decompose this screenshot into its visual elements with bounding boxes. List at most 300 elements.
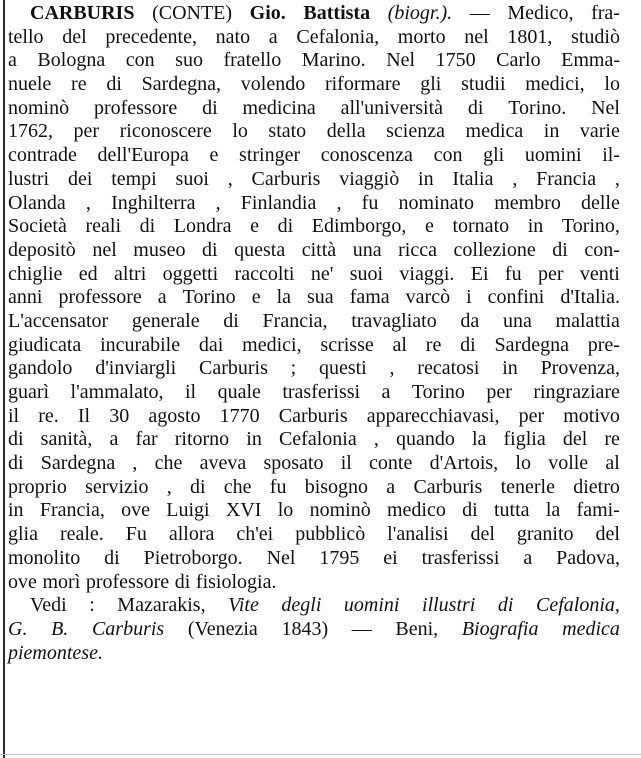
encyclopedia-entry-text (8, 2, 620, 665)
word: far (135, 428, 158, 451)
word: trasferissi (421, 546, 500, 569)
word: fu (269, 475, 287, 498)
text-line (8, 192, 620, 216)
text-line (8, 571, 620, 595)
word: viaggiò (339, 167, 400, 190)
word: questa (234, 238, 286, 261)
word: re. (38, 404, 59, 427)
word: una (352, 238, 382, 261)
word: Biografia (461, 617, 539, 640)
word: ei (383, 546, 398, 569)
word: riformare (324, 73, 401, 96)
word: che (223, 475, 252, 498)
word: scienza (386, 120, 445, 143)
word: : (89, 594, 95, 617)
word: Francia (536, 167, 597, 190)
word: Vedi (30, 594, 67, 617)
word: motivo (563, 404, 620, 427)
word: allora (168, 523, 215, 546)
word: della (326, 120, 366, 143)
word: Torino (182, 286, 236, 309)
word: la (471, 428, 487, 451)
word: fami- (576, 499, 620, 522)
text-line (8, 642, 620, 666)
text-line (8, 310, 620, 334)
word: morì (42, 570, 81, 593)
word: d'Artois, (429, 452, 499, 475)
word: e (250, 215, 259, 238)
word: professore (93, 96, 178, 119)
word: suo (175, 49, 203, 72)
word: guarì (8, 381, 50, 403)
word: Medico, (507, 2, 574, 24)
text-line (8, 334, 620, 358)
word: delle (581, 191, 620, 214)
word: studii (461, 73, 506, 96)
word: (biogr.). (387, 2, 453, 24)
word: Cefalonia, (296, 25, 380, 48)
word: di (462, 499, 478, 522)
word: lo (515, 452, 531, 475)
word: di (189, 475, 206, 498)
word: G. (8, 617, 28, 640)
text-line (8, 476, 620, 500)
word: Carburis (278, 404, 348, 427)
word: Carburis (91, 617, 165, 640)
word: pre- (587, 333, 620, 356)
text-line (8, 523, 620, 547)
word: gli (420, 73, 442, 96)
text-line (8, 26, 620, 50)
word: Inghilterra (111, 191, 196, 214)
word: gandolo (8, 357, 73, 380)
word: ringraziare (533, 381, 620, 403)
word: in (246, 428, 262, 451)
word: in (527, 215, 544, 238)
word: Finlandia (240, 191, 317, 214)
word: CARBURIS (30, 2, 135, 24)
word: il (185, 381, 197, 403)
word: Battista (303, 2, 371, 24)
word: 1750 (435, 49, 476, 72)
word: — (351, 617, 372, 640)
word: e (424, 215, 434, 238)
word: di (460, 333, 476, 356)
word: ricca (398, 238, 437, 261)
word: l'analisi (387, 523, 449, 546)
word: 1801, (507, 25, 553, 48)
word: professore (85, 570, 170, 593)
word: professore (58, 286, 142, 309)
word: ch'ei (236, 523, 274, 546)
word: a (523, 546, 533, 569)
word: questi (318, 357, 367, 380)
word: Carburis (198, 357, 268, 380)
word: membro (494, 191, 561, 214)
word: il (8, 404, 20, 427)
word: suoi (175, 167, 209, 190)
word: d'inviargli (95, 357, 177, 380)
word: medica (465, 120, 524, 143)
word: conoscenza (320, 144, 413, 167)
word: di (104, 546, 120, 569)
text-line (8, 618, 620, 642)
word: di (223, 309, 239, 332)
word: varcò (405, 286, 451, 309)
word: fu (361, 191, 379, 214)
word: contrade (8, 144, 77, 167)
word: Sardegna (40, 452, 116, 475)
word: all'università (340, 96, 444, 119)
word: , (215, 191, 221, 214)
word: e (251, 286, 261, 309)
word: Beni, (395, 617, 439, 640)
word: il (340, 452, 352, 475)
word: ove (121, 499, 150, 522)
word: la (545, 499, 561, 522)
word: precedente, (105, 25, 197, 48)
word: quando (395, 428, 455, 451)
left-margin-rule (3, 0, 5, 758)
word: tello (8, 25, 44, 48)
word: , (614, 167, 620, 190)
word: 30 (109, 404, 130, 427)
word: Luigi (166, 499, 210, 522)
word: in (543, 120, 560, 143)
word: Londra (173, 215, 232, 238)
word: di (497, 594, 514, 617)
word: città (301, 238, 337, 261)
word: Nel (266, 546, 296, 569)
word: Carburis (251, 167, 321, 190)
word: depositò (8, 238, 76, 261)
text-line (8, 286, 620, 310)
word: la (276, 286, 292, 309)
word: che (154, 452, 183, 475)
word: del (562, 428, 588, 451)
word: servizio (85, 475, 149, 498)
text-line (8, 357, 620, 381)
word: nuele (8, 73, 52, 96)
word: chiglie (8, 262, 63, 285)
word: Torino, (561, 215, 620, 238)
word: collezione (453, 238, 536, 261)
word: Carburis (413, 475, 483, 498)
word: ed (78, 262, 98, 285)
word: fisiologia. (195, 570, 277, 593)
word: medico (386, 499, 446, 522)
text-line (8, 215, 620, 239)
word: i (466, 286, 472, 309)
word: Francia, (262, 309, 328, 332)
word: reale. (59, 523, 104, 546)
text-line (8, 381, 620, 405)
word: venti (579, 262, 620, 285)
word: del (62, 25, 87, 48)
word: per (73, 120, 100, 143)
word: Sardegna, (141, 73, 222, 96)
word: anni (8, 286, 43, 309)
word: giudicata (8, 333, 82, 356)
word: Ei (470, 262, 489, 285)
word: Emma- (561, 49, 620, 72)
word: , (132, 452, 138, 475)
text-line (8, 73, 620, 97)
text-line (8, 144, 620, 168)
word: lustri (8, 167, 50, 190)
word: reali (85, 215, 121, 238)
text-line (8, 49, 620, 73)
word: Italia (452, 167, 494, 190)
word: altri (114, 262, 147, 285)
word: al (605, 452, 620, 475)
word: lo (232, 120, 248, 143)
word: Gio. (249, 2, 286, 24)
word: (CONTE) (152, 2, 233, 24)
word: L'accensator (8, 309, 109, 332)
word: stato (268, 120, 307, 143)
word: tempi (111, 167, 157, 190)
word: , (227, 167, 233, 190)
word: re (604, 428, 620, 451)
word: illustri (422, 594, 476, 617)
word: granito (516, 523, 574, 546)
word: Torino (411, 381, 465, 403)
word: tenerle (500, 475, 555, 498)
word: Pietroborgo. (143, 546, 243, 569)
word: Provenza, (540, 357, 620, 380)
bottom-edge-rule (0, 754, 641, 755)
word: ritorno (174, 428, 230, 451)
word: sanità, (40, 428, 93, 451)
word: medici, (242, 333, 302, 356)
word: monolito (8, 546, 81, 569)
text-line (8, 499, 620, 523)
text-line (8, 239, 620, 263)
word: al (392, 333, 407, 356)
word: XVI (225, 499, 262, 522)
word: malattia (555, 309, 620, 332)
text-line (8, 452, 620, 476)
word: nel (92, 238, 117, 261)
word: , (373, 428, 379, 451)
word: di (8, 452, 24, 475)
word: del (595, 523, 620, 546)
word: in (8, 499, 24, 522)
word: di (202, 96, 218, 119)
word: confini (487, 286, 545, 309)
word: Nel (386, 49, 416, 72)
word: recatosi (417, 357, 480, 380)
word: a (8, 49, 17, 72)
word: di (106, 73, 122, 96)
word: di (8, 428, 24, 451)
word: nominato (398, 191, 475, 214)
word: fratello (223, 49, 282, 72)
word: morto (397, 25, 446, 48)
word: Il (77, 404, 91, 427)
text-line (8, 405, 620, 429)
word: Sardegna (494, 333, 569, 356)
word: stringer (239, 144, 301, 167)
word: museo (133, 238, 186, 261)
word: (Venezia (187, 617, 258, 640)
word: tornato (452, 215, 510, 238)
word: da (460, 309, 480, 332)
word: con- (584, 238, 620, 261)
word: medica (562, 617, 620, 640)
word: per (537, 262, 564, 285)
word: con (433, 144, 463, 167)
word: 1762, (8, 120, 53, 143)
word: dei (67, 167, 93, 190)
word: raccolti (234, 262, 295, 285)
word: di (174, 570, 191, 593)
word: bisogno (304, 475, 369, 498)
word: Marino. (301, 49, 366, 72)
text-line (8, 2, 620, 26)
word: Carlo (496, 49, 541, 72)
word: ne' (310, 262, 334, 285)
text-line (8, 428, 620, 452)
word: , (166, 475, 172, 498)
word: gli (483, 144, 505, 167)
word: per (518, 404, 545, 427)
word: conte (369, 452, 413, 475)
word: Francia, (39, 499, 105, 522)
word: , (336, 191, 342, 214)
word: apparecchiavasi, (366, 404, 500, 427)
word: studiò (571, 25, 620, 48)
word: Cefalonia (278, 428, 357, 451)
word: travagliato (351, 309, 437, 332)
text-line (8, 97, 620, 121)
word: uomini (524, 144, 582, 167)
word: di (552, 238, 568, 261)
word: a (381, 381, 391, 403)
word: nominò (8, 96, 70, 119)
word: sposato (263, 452, 324, 475)
word: d'Italia. (560, 286, 620, 309)
word: , (389, 357, 395, 380)
word: a (109, 428, 119, 451)
word: scrisse (320, 333, 374, 356)
word: lo (277, 499, 294, 522)
text-line (8, 168, 620, 192)
text-line (8, 120, 620, 144)
word: medici, (525, 73, 585, 96)
word: agosto (148, 404, 201, 427)
word: 1770 (219, 404, 260, 427)
word: di (139, 215, 156, 238)
word: suoi (349, 262, 384, 285)
word: riconoscere (119, 120, 212, 143)
word: a (386, 475, 396, 498)
word: 1795 (319, 546, 360, 569)
word: Olanda (8, 191, 66, 214)
word: a (268, 25, 278, 48)
word: Padova, (556, 546, 620, 569)
word: trasferissi (282, 381, 361, 403)
word: Torino. (508, 96, 567, 119)
word: — (469, 2, 490, 24)
word: fra- (591, 2, 620, 24)
text-line (8, 594, 620, 618)
word: , (85, 191, 91, 214)
word: di (277, 215, 294, 238)
word: per (486, 381, 512, 403)
text-line (8, 263, 620, 287)
word: tutta (493, 499, 530, 522)
word: re (425, 333, 442, 356)
word: Fu (125, 523, 147, 546)
word: Cefalonia, (536, 594, 620, 617)
word: 1843) (281, 617, 329, 640)
word: volle (548, 452, 589, 475)
word: pubblicò (295, 523, 366, 546)
word: glia (8, 523, 38, 546)
word: B. (51, 617, 69, 640)
word: uomini (343, 594, 400, 617)
word: figlia (503, 428, 546, 451)
word: con (125, 49, 155, 72)
word: piemontese. (8, 641, 103, 664)
word: degli (281, 594, 322, 617)
word: generale (131, 309, 200, 332)
word: a (157, 286, 167, 309)
word: Edimborgo, (311, 215, 407, 238)
word: di (202, 238, 218, 261)
word: fu (504, 262, 522, 285)
word: il- (602, 144, 620, 167)
word: volendo (240, 73, 306, 96)
word: dai (198, 333, 224, 356)
word: incurabile (100, 333, 181, 356)
word: ove (8, 570, 37, 593)
word: Società (8, 215, 67, 238)
word: viaggi. (399, 262, 455, 285)
word: re (71, 73, 87, 96)
word: aveva (199, 452, 247, 475)
word: Nel (591, 96, 620, 119)
word: varie (579, 120, 620, 143)
word: l'ammalato, (70, 381, 164, 403)
text-line (8, 547, 620, 571)
word: fama (349, 286, 390, 309)
word: in (418, 167, 434, 190)
word: una (502, 309, 532, 332)
word: medicina (242, 96, 316, 119)
word: dietro (573, 475, 620, 498)
word: ; (290, 357, 297, 380)
word: dell'Europa (97, 144, 189, 167)
word: nominò (309, 499, 371, 522)
word: Bologna (37, 49, 106, 72)
word: oggetti (162, 262, 219, 285)
word: nato (215, 25, 251, 48)
word: in (502, 357, 518, 380)
word: Vite (228, 594, 259, 617)
word: , (512, 167, 518, 190)
word: nel (464, 25, 489, 48)
word: del (470, 523, 495, 546)
word: quale (217, 381, 261, 403)
word: e (209, 144, 219, 167)
word: lo (604, 73, 620, 96)
word: proprio (8, 475, 67, 498)
word: Mazarakis, (117, 594, 206, 617)
word: sua (307, 286, 334, 309)
